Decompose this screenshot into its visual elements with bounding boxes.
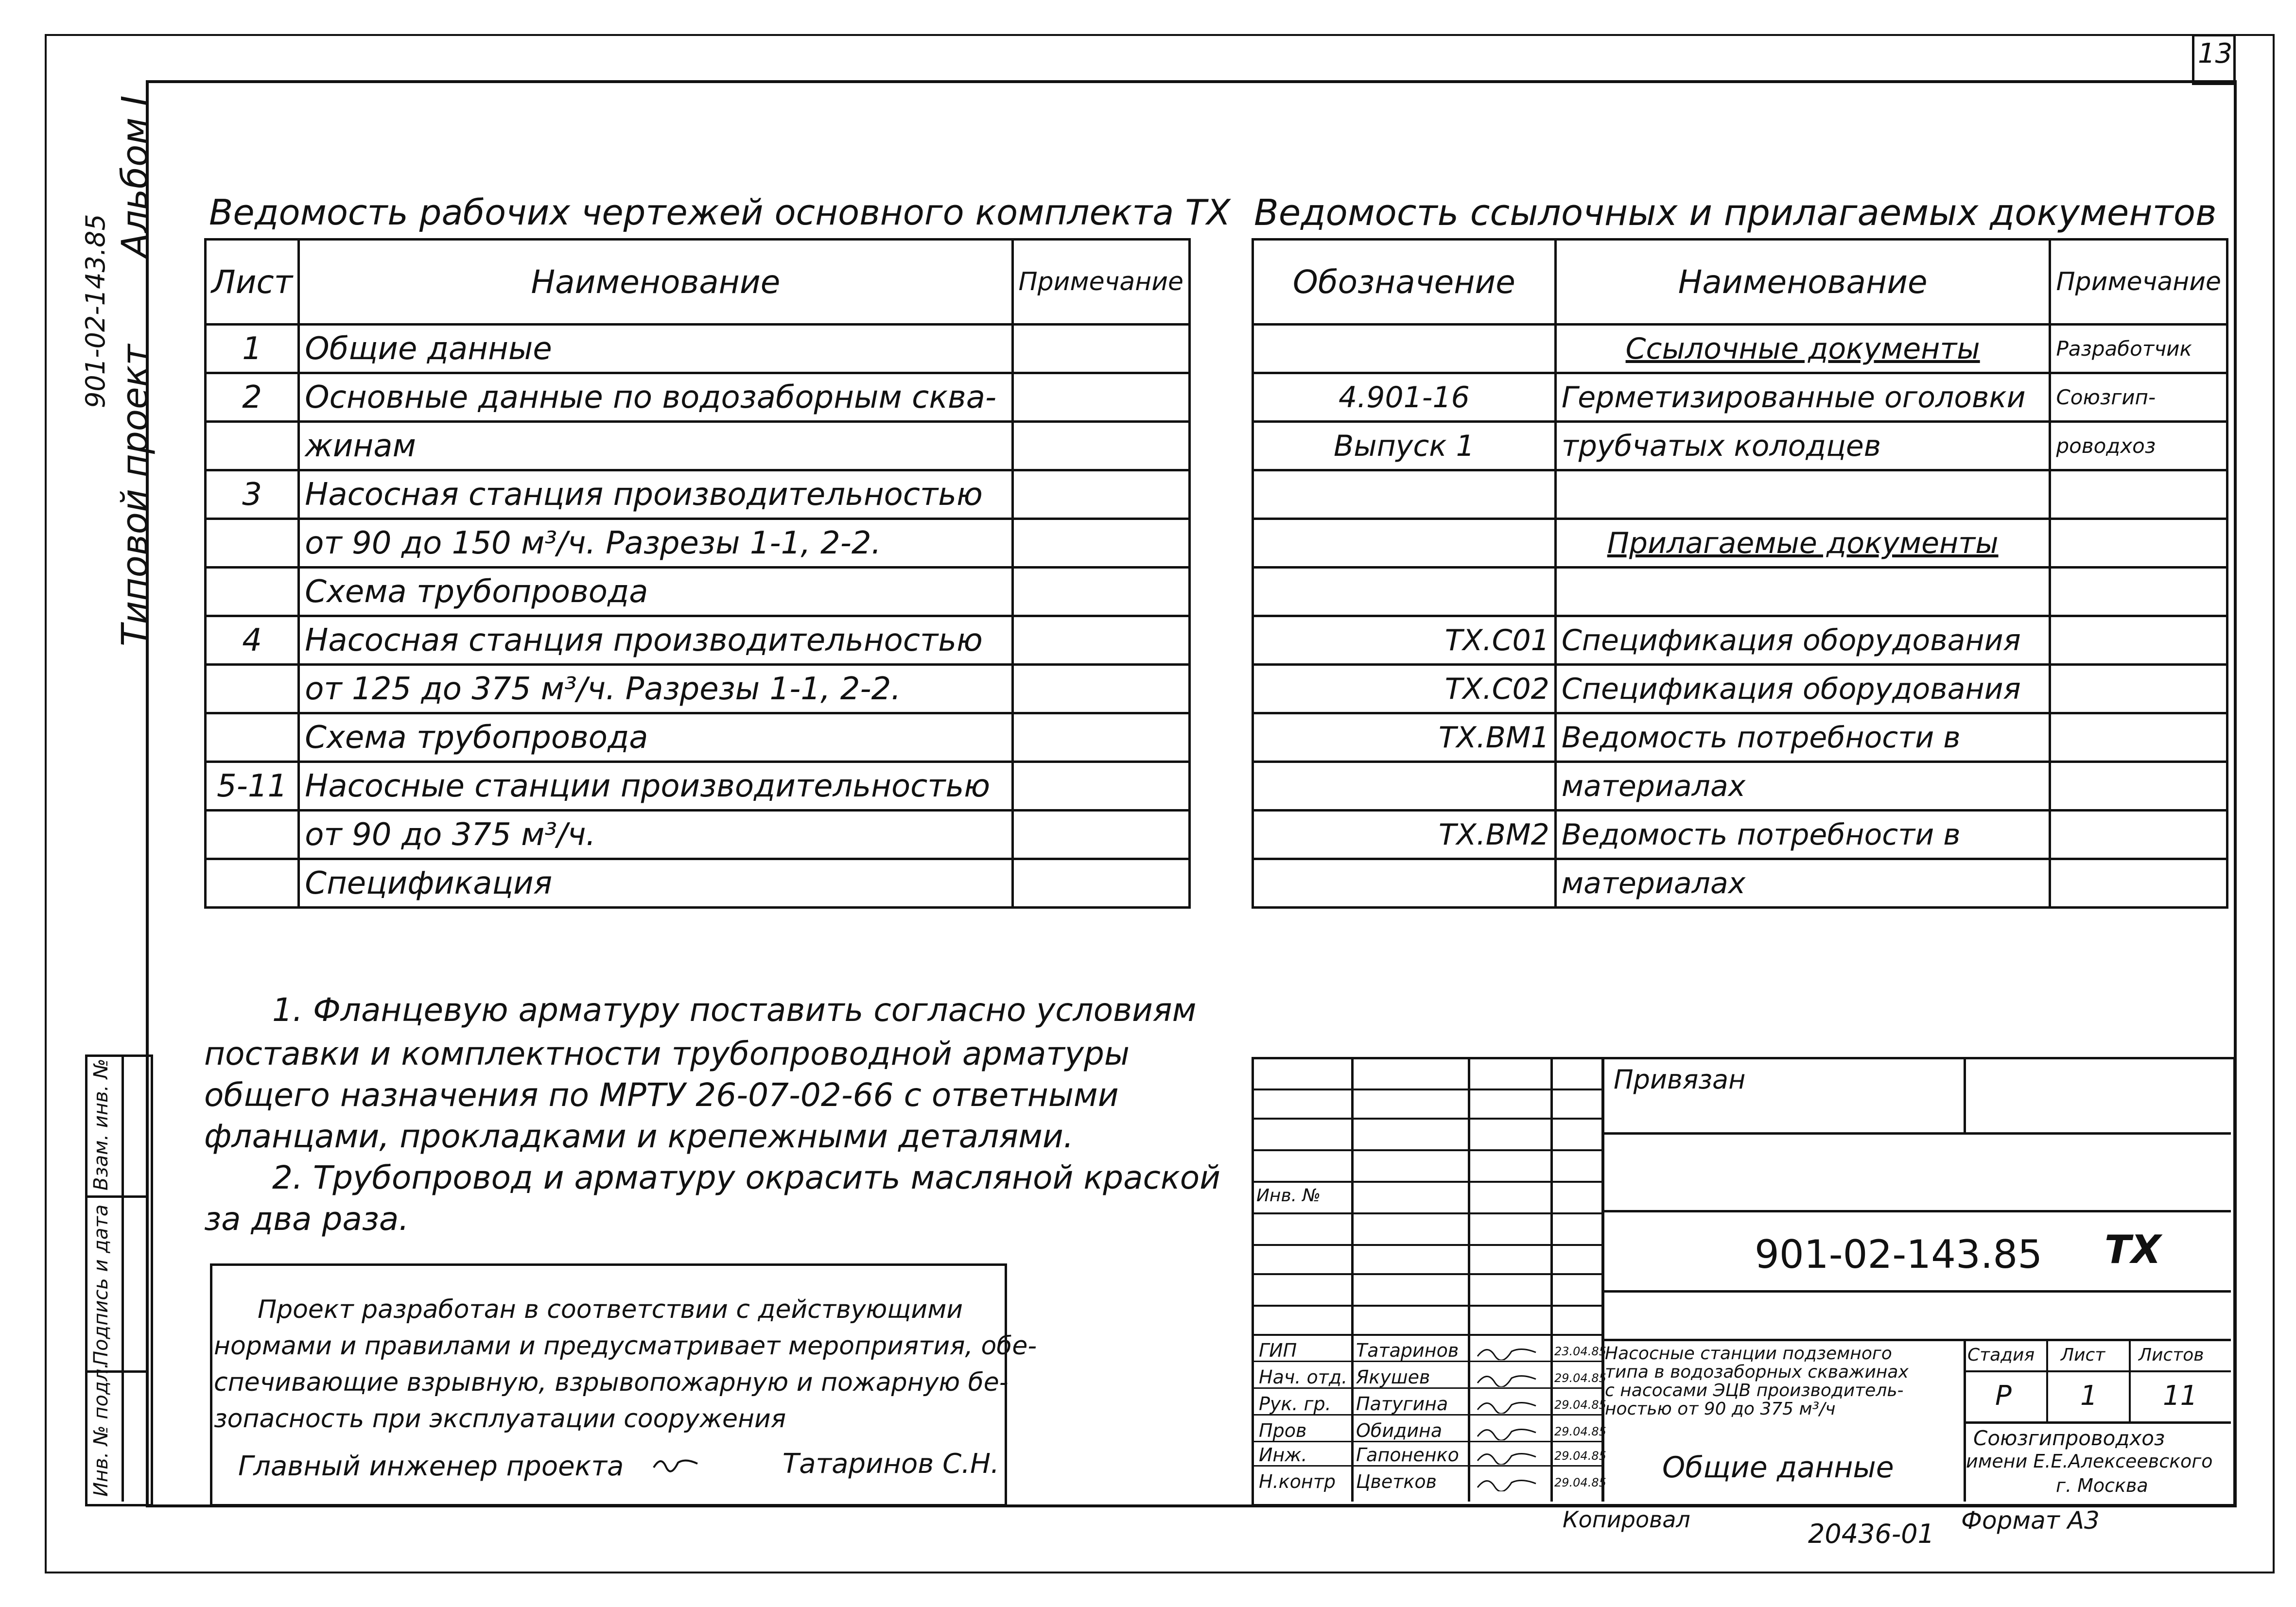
note-cell <box>1012 519 1190 568</box>
note-cell <box>1012 325 1190 373</box>
side-strip-divider <box>122 1054 124 1502</box>
sheet-cell: 5-11 <box>206 762 299 811</box>
sheet-cell: 1 <box>206 325 299 373</box>
strip-label-inv: Инв. № подл. <box>90 1363 112 1497</box>
table-row <box>1253 859 2227 908</box>
note-cell <box>1012 859 1190 908</box>
signer-role: Главный инженер проекта <box>238 1451 624 1482</box>
tb-line <box>1601 1290 2231 1293</box>
tb-org: г. Москва <box>2056 1475 2148 1496</box>
side-album: Альбом I <box>114 95 156 258</box>
table-row <box>206 325 1190 373</box>
tb-line <box>1601 1339 2231 1341</box>
table-row <box>206 811 1190 859</box>
tb-person-name: Якушев <box>1356 1366 1430 1388</box>
tb-org: имени Е.Е.Алексеевского <box>1966 1451 2213 1472</box>
table-row <box>1253 373 2227 422</box>
tb-row-line <box>1252 1118 1604 1120</box>
tb-person-name: Гапоненко <box>1356 1444 1459 1466</box>
tb-person-date: 29.04.85 <box>1554 1449 1606 1463</box>
table-row <box>1253 811 2227 859</box>
table-row <box>1253 568 2227 616</box>
tb-row-line <box>1252 1273 1604 1275</box>
name-cell: Насосная станция производительностью <box>299 470 1012 519</box>
code-cell <box>1253 519 1556 568</box>
tb-person-date: 29.04.85 <box>1554 1425 1606 1438</box>
note-cell <box>2050 665 2227 713</box>
tb-privyazan: Привязан <box>1614 1064 1746 1095</box>
tb-person-role: Н.контр <box>1259 1471 1336 1492</box>
tb-col <box>1351 1057 1354 1502</box>
table-row <box>1253 470 2227 519</box>
name-cell: Прилагаемые документы <box>1555 519 2050 568</box>
name-cell <box>1555 470 2050 519</box>
note-line: за два раза. <box>204 1200 409 1238</box>
table-row <box>1253 762 2227 811</box>
note-line: 2. Трубопровод и арматуру окрасить масляной краской <box>272 1159 1221 1196</box>
sheet-cell: 2 <box>206 373 299 422</box>
side-project-title: Типовой проект <box>114 344 156 646</box>
note-cell <box>1012 422 1190 470</box>
name-cell: Насосная станция производительностью <box>299 616 1012 665</box>
header-note: Примечание <box>1012 240 1190 325</box>
tb-person-date: 29.04.85 <box>1554 1371 1606 1385</box>
tb-line <box>1601 1132 2231 1135</box>
code-cell: 4.901-16 <box>1253 373 1556 422</box>
tb-person-date: 23.04.85 <box>1554 1345 1606 1358</box>
sheet-cell <box>206 811 299 859</box>
note-cell <box>2050 519 2227 568</box>
name-cell: Общие данные <box>299 325 1012 373</box>
note-line: поставки и комплектности трубопроводной арматуры <box>204 1035 1130 1072</box>
tb-row-line <box>1252 1149 1604 1151</box>
name-cell: Насосные станции производительностью <box>299 762 1012 811</box>
note-cell <box>2050 568 2227 616</box>
name-cell: Ведомость потребности в <box>1555 713 2050 762</box>
name-cell <box>1555 568 2050 616</box>
tb-description: типа в водозаборных скважинах <box>1605 1362 1909 1382</box>
note-cell <box>1012 568 1190 616</box>
table-row <box>206 422 1190 470</box>
tb-person-name: Патугина <box>1356 1393 1448 1415</box>
tb-person-name: Татаринов <box>1356 1340 1459 1361</box>
page-number: 13 <box>2198 38 2233 69</box>
code-cell <box>1253 859 1556 908</box>
strip-label-sign: Подпись и дата <box>90 1204 112 1365</box>
statement-line: нормами и правилами и предусматривает мероприятия, обе- <box>214 1331 1037 1361</box>
header-code: Обозначение <box>1253 240 1556 325</box>
side-doc-number: 901-02-143.85 <box>80 214 111 408</box>
tb-person-date: 29.04.85 <box>1554 1398 1606 1412</box>
name-cell: от 90 до 375 м³/ч. <box>299 811 1012 859</box>
note-line: общего назначения по МРТУ 26-07-02-66 с ответными <box>204 1076 1119 1114</box>
table-row <box>206 373 1190 422</box>
note-cell <box>2050 762 2227 811</box>
table-row <box>1253 665 2227 713</box>
tb-person-name: Цветков <box>1356 1471 1437 1492</box>
table-row <box>206 568 1190 616</box>
table-row <box>206 616 1190 665</box>
signature-mark <box>651 1453 700 1472</box>
name-cell: Ведомость потребности в <box>1555 811 2050 859</box>
code-cell: Выпуск 1 <box>1253 422 1556 470</box>
tb-person-date: 29.04.85 <box>1554 1476 1606 1489</box>
tb-sheet-header: Лист <box>2061 1345 2105 1365</box>
docs-list-title: Ведомость ссылочных и прилагаемых документов <box>1254 192 2217 234</box>
name-cell: материалах <box>1555 859 2050 908</box>
note-cell: Союзгип- <box>2050 373 2227 422</box>
tb-stage: Р <box>1995 1380 2012 1412</box>
note-cell: Разработчик <box>2050 325 2227 373</box>
tb-col <box>1468 1057 1470 1502</box>
tb-line <box>1964 1339 1966 1502</box>
table-row <box>206 859 1190 908</box>
sheets-list-title: Ведомость рабочих чертежей основного комплекта ТХ <box>209 192 1231 233</box>
sheet-cell <box>206 713 299 762</box>
sheet-cell <box>206 519 299 568</box>
tb-person-signature <box>1475 1369 1538 1387</box>
name-cell: Спецификация оборудования <box>1555 616 2050 665</box>
tb-description: ностью от 90 до 375 м³/ч <box>1605 1399 1836 1419</box>
strip-label-vzam: Взам. инв. № <box>90 1058 112 1191</box>
sheet-cell <box>206 665 299 713</box>
note-cell: роводхоз <box>2050 422 2227 470</box>
sheet-cell: 4 <box>206 616 299 665</box>
tb-org: Союзгипроводхоз <box>1973 1426 2165 1450</box>
note-cell <box>2050 616 2227 665</box>
note-line: фланцами, прокладками и крепежными деталями. <box>204 1118 1074 1155</box>
tb-person-role: Инж. <box>1259 1444 1307 1466</box>
tb-sheet-name: Общие данные <box>1662 1451 1894 1485</box>
tb-line <box>1964 1370 2231 1372</box>
note-cell <box>2050 470 2227 519</box>
table-row <box>1253 325 2227 373</box>
tb-person-signature <box>1475 1474 1538 1491</box>
tb-row-line <box>1252 1334 1604 1336</box>
note-cell <box>1012 762 1190 811</box>
code-cell: ТХ.ВМ1 <box>1253 713 1556 762</box>
name-cell: Герметизированные оголовки <box>1555 373 2050 422</box>
code-cell <box>1253 568 1556 616</box>
tb-sheet: 1 <box>2080 1380 2098 1412</box>
tb-doc-number: 901-02-143.85 <box>1755 1232 2043 1277</box>
table-row <box>1253 422 2227 470</box>
table-row <box>206 519 1190 568</box>
tb-inv-no: Инв. № <box>1256 1186 1321 1206</box>
table-row <box>206 762 1190 811</box>
name-cell: жинам <box>299 422 1012 470</box>
code-cell: ТХ.С02 <box>1253 665 1556 713</box>
tb-person-signature <box>1475 1447 1538 1465</box>
table-row <box>206 470 1190 519</box>
table-row <box>1253 519 2227 568</box>
note-cell <box>1012 373 1190 422</box>
name-cell: Схема трубопровода <box>299 568 1012 616</box>
signer-name: Татаринов С.Н. <box>783 1448 999 1480</box>
table-row <box>1253 713 2227 762</box>
table-row <box>1253 616 2227 665</box>
note-cell <box>1012 811 1190 859</box>
name-cell: материалах <box>1555 762 2050 811</box>
statement-line: спечивающие взрывную, взрывопожарную и пожарную бе- <box>214 1368 1009 1397</box>
sheet-cell <box>206 568 299 616</box>
tb-person-signature <box>1475 1343 1538 1360</box>
name-cell: Схема трубопровода <box>299 713 1012 762</box>
sheet-cell <box>206 859 299 908</box>
name-cell: от 90 до 150 м³/ч. Разрезы 1-1, 2-2. <box>299 519 1012 568</box>
tb-person-role: Пров <box>1259 1420 1307 1441</box>
name-cell: Ссылочные документы <box>1555 325 2050 373</box>
header-name: Наименование <box>299 240 1012 325</box>
statement-line: зопасность при эксплуатации сооружения <box>214 1404 786 1434</box>
tb-line <box>2046 1339 2048 1421</box>
name-cell: Спецификация оборудования <box>1555 665 2050 713</box>
footer-code: 20436-01 <box>1808 1519 1934 1549</box>
tb-person-name: Обидина <box>1356 1420 1443 1441</box>
code-cell <box>1253 762 1556 811</box>
note-cell <box>1012 713 1190 762</box>
statement-line: Проект разработан в соответствии с действующими <box>258 1295 963 1324</box>
sheets-table <box>204 238 1191 909</box>
sheet-cell: 3 <box>206 470 299 519</box>
name-cell: Спецификация <box>299 859 1012 908</box>
tb-stage-header: Стадия <box>1967 1345 2035 1365</box>
note-cell <box>1012 665 1190 713</box>
sheet-cell <box>206 422 299 470</box>
tb-row-line <box>1252 1181 1604 1183</box>
tb-line <box>2129 1339 2131 1421</box>
tb-row-line <box>1252 1089 1604 1090</box>
name-cell: от 125 до 375 м³/ч. Разрезы 1-1, 2-2. <box>299 665 1012 713</box>
tb-person-role: Рук. гр. <box>1259 1393 1331 1415</box>
tb-person-signature <box>1475 1423 1538 1440</box>
code-cell <box>1253 470 1556 519</box>
note-cell <box>1012 470 1190 519</box>
side-strip-sep1 <box>85 1195 148 1198</box>
header-note: Примечание <box>2050 240 2227 325</box>
tb-sheets-header: Листов <box>2139 1345 2204 1365</box>
note-cell <box>2050 859 2227 908</box>
tb-description: с насосами ЭЦВ производитель- <box>1605 1381 1904 1400</box>
tb-person-signature <box>1475 1396 1538 1414</box>
tb-line <box>1601 1210 2231 1212</box>
docs-table <box>1252 238 2228 909</box>
tb-description: Насосные станции подземного <box>1605 1344 1892 1364</box>
table-row <box>206 713 1190 762</box>
code-cell: ТХ.С01 <box>1253 616 1556 665</box>
tb-sheets: 11 <box>2163 1380 2198 1412</box>
footer-copied: Копировал <box>1563 1506 1690 1533</box>
tb-line <box>1964 1421 2231 1424</box>
name-cell: трубчатых колодцев <box>1555 422 2050 470</box>
header-sheet: Лист <box>206 240 299 325</box>
tb-mark: ТХ <box>2105 1227 2161 1272</box>
note-line: 1. Фланцевую арматуру поставить согласно условиям <box>272 991 1197 1029</box>
tb-row-line <box>1252 1305 1604 1307</box>
tb-person-role: Нач. отд. <box>1259 1366 1348 1388</box>
tb-line <box>1964 1057 1966 1132</box>
tb-row-line <box>1252 1244 1604 1246</box>
tb-row-line <box>1252 1212 1604 1214</box>
note-cell <box>1012 616 1190 665</box>
tb-col <box>1550 1057 1553 1502</box>
code-cell <box>1253 325 1556 373</box>
note-cell <box>2050 811 2227 859</box>
note-cell <box>2050 713 2227 762</box>
name-cell: Основные данные по водозаборным сква- <box>299 373 1012 422</box>
tb-person-role: ГИП <box>1259 1340 1297 1361</box>
footer-format: Формат А3 <box>1961 1506 2100 1535</box>
header-name: Наименование <box>1555 240 2050 325</box>
table-row <box>206 665 1190 713</box>
code-cell: ТХ.ВМ2 <box>1253 811 1556 859</box>
